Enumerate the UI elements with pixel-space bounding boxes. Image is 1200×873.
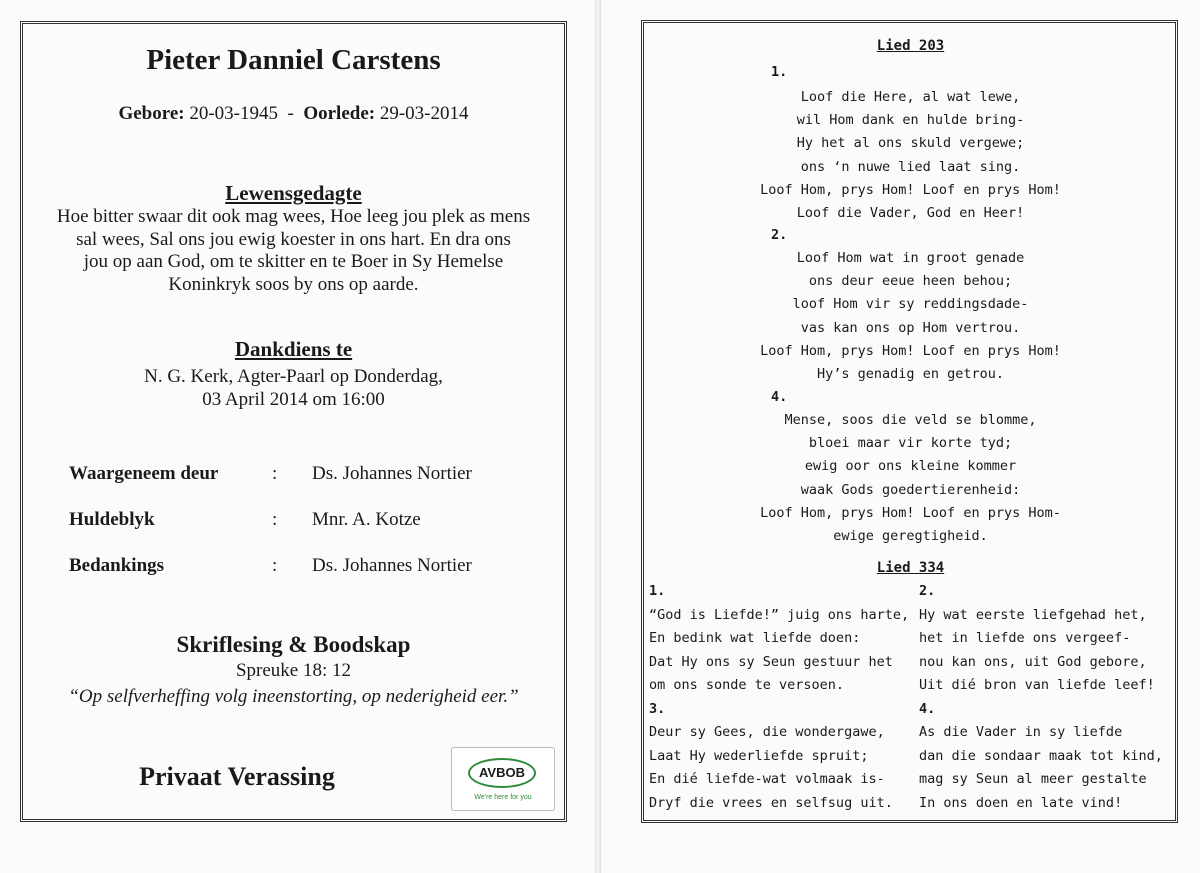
reflection-line: Hoe bitter swaar dit ook mag wees, Hoe leeg jou plek as mens bbox=[56, 206, 531, 227]
avbob-tagline: We're here for you bbox=[474, 794, 532, 801]
verse-number: 1. bbox=[649, 583, 666, 599]
verse-number: 3. bbox=[649, 700, 666, 717]
hymn-203-verse-4 bbox=[645, 409, 1176, 548]
verse-number: 2. bbox=[771, 227, 788, 243]
verse-line: Dat Hy ons sy Seun gestuur het bbox=[649, 653, 893, 670]
hymn-203-verse-2 bbox=[645, 247, 1176, 386]
verse-line: En dié liefde-wat volmaak is- bbox=[649, 771, 885, 787]
verse-line: mag sy Seun al meer gestalte bbox=[919, 771, 1147, 787]
verse-line: om ons sonde te versoen. bbox=[649, 677, 845, 693]
reflection-text bbox=[22, 206, 565, 296]
hymn-title-334: Lied 334 bbox=[876, 560, 945, 576]
verse-line: Loof Hom, prys Hom! Loof en prys Hom! bbox=[760, 342, 1061, 359]
avbob-logo-mark: AVBOB bbox=[468, 758, 536, 788]
verse-line: Loof Hom, prys Hom! Loof en prys Hom! bbox=[760, 181, 1061, 198]
died-label: Oorlede: bbox=[303, 103, 376, 124]
closing-text: Privaat Verassing bbox=[139, 762, 335, 791]
service-details bbox=[22, 366, 565, 411]
scripture-heading: Skriflesing & Boodskap bbox=[176, 632, 411, 657]
born-date: 20-03-1945 bbox=[189, 103, 279, 124]
verse-line: Mense, soos die veld se blomme, bbox=[784, 412, 1037, 428]
verse-line: wil Hom dank en hulde bring- bbox=[796, 112, 1025, 129]
verse-line: In ons doen en late vind! bbox=[919, 794, 1123, 811]
verse-line: ons deur eeue heen behou; bbox=[808, 273, 1013, 290]
verse-line: bloei maar vir korte tyd; bbox=[808, 435, 1013, 452]
born-label: Gebore: bbox=[118, 103, 185, 124]
died-date: 29-03-2014 bbox=[379, 103, 469, 124]
hymn-334-left-column bbox=[649, 580, 909, 815]
verse-line: En bedink wat liefde doen: bbox=[649, 630, 861, 646]
role-colon: : bbox=[272, 509, 278, 530]
verse-line: Dryf die vrees en selfsug uit. bbox=[649, 794, 893, 811]
role-value: Ds. Johannes Nortier bbox=[312, 555, 472, 576]
deceased-name: Pieter Danniel Carstens bbox=[146, 44, 441, 76]
verse-line: waak Gods goedertierenheid: bbox=[800, 481, 1021, 498]
verse-number: 1. bbox=[771, 64, 788, 80]
scripture-quote: “Op selfverheffing volg ineenstorting, op nederigheid eer.” bbox=[68, 686, 519, 707]
reflection-line: jou op aan God, om te skitter en te Boer in Sy Hemelse bbox=[83, 251, 504, 272]
verse-number: 4. bbox=[919, 700, 936, 717]
verse-line: As die Vader in sy liefde bbox=[919, 724, 1123, 740]
verse-line: Hy’s genadig en getrou. bbox=[817, 366, 1004, 383]
verse-line: “God is Liefde!” juig ons harte, bbox=[649, 606, 910, 623]
role-label: Huldeblyk bbox=[69, 509, 155, 530]
scripture-reference: Spreuke 18: 12 bbox=[235, 660, 352, 681]
avbob-logo bbox=[451, 747, 555, 811]
role-colon: : bbox=[272, 555, 278, 576]
verse-line: nou kan ons, uit God gebore, bbox=[919, 653, 1147, 670]
verse-line: ewige geregtigheid. bbox=[833, 528, 988, 545]
verse-line: het in liefde ons vergeef- bbox=[919, 630, 1131, 646]
date-separator: - bbox=[287, 103, 294, 124]
verse-line: Laat Hy wederliefde spruit; bbox=[649, 747, 869, 764]
verse-line: vas kan ons op Hom vertrou. bbox=[800, 319, 1021, 336]
verse-line: Uit dié bron van liefde leef! bbox=[919, 677, 1155, 693]
reflection-line: sal wees, Sal ons jou ewig koester in ons hart. En dra ons bbox=[76, 228, 511, 250]
service-line: N. G. Kerk, Agter-Paarl op Donderdag, bbox=[144, 366, 443, 387]
hymn-title-203: Lied 203 bbox=[876, 38, 945, 54]
role-label: Waargeneem deur bbox=[69, 463, 219, 484]
role-value: Mnr. A. Kotze bbox=[312, 509, 421, 530]
verse-line: dan die sondaar maak tot kind, bbox=[919, 747, 1163, 764]
verse-line: loof Hom vir sy reddingsdade- bbox=[792, 296, 1029, 313]
role-value: Ds. Johannes Nortier bbox=[312, 463, 472, 484]
verse-line: ons ‘n nuwe lied laat sing. bbox=[800, 158, 1021, 175]
service-line: 03 April 2014 om 16:00 bbox=[202, 388, 385, 410]
verse-line: Deur sy Gees, die wondergawe, bbox=[649, 724, 885, 740]
hymn-203-verse-1 bbox=[645, 86, 1176, 225]
verse-line: ewig oor ons kleine kommer bbox=[804, 458, 1017, 475]
reflection-line: Koninkryk soos by ons op aarde. bbox=[168, 273, 419, 295]
verse-line: Loof Hom, prys Hom! Loof en prys Hom- bbox=[760, 504, 1061, 521]
verse-line: Loof die Vader, God en Heer! bbox=[796, 205, 1025, 222]
reflection-heading: Lewensgedagte bbox=[225, 181, 362, 205]
verse-line: Loof die Here, al wat lewe, bbox=[800, 89, 1021, 105]
verse-line: Hy wat eerste liefgehad het, bbox=[919, 606, 1147, 623]
role-label: Bedankings bbox=[69, 555, 165, 576]
service-heading: Dankdiens te bbox=[234, 337, 353, 361]
verse-number: 4. bbox=[771, 389, 788, 405]
life-dates bbox=[22, 103, 565, 125]
verse-number: 2. bbox=[919, 583, 936, 599]
page-fold bbox=[595, 0, 601, 873]
role-colon: : bbox=[272, 463, 278, 484]
verse-line: Hy het al ons skuld vergewe; bbox=[796, 135, 1025, 152]
hymn-334-right-column bbox=[919, 580, 1163, 815]
verse-line: Loof Hom wat in groot genade bbox=[796, 250, 1025, 266]
